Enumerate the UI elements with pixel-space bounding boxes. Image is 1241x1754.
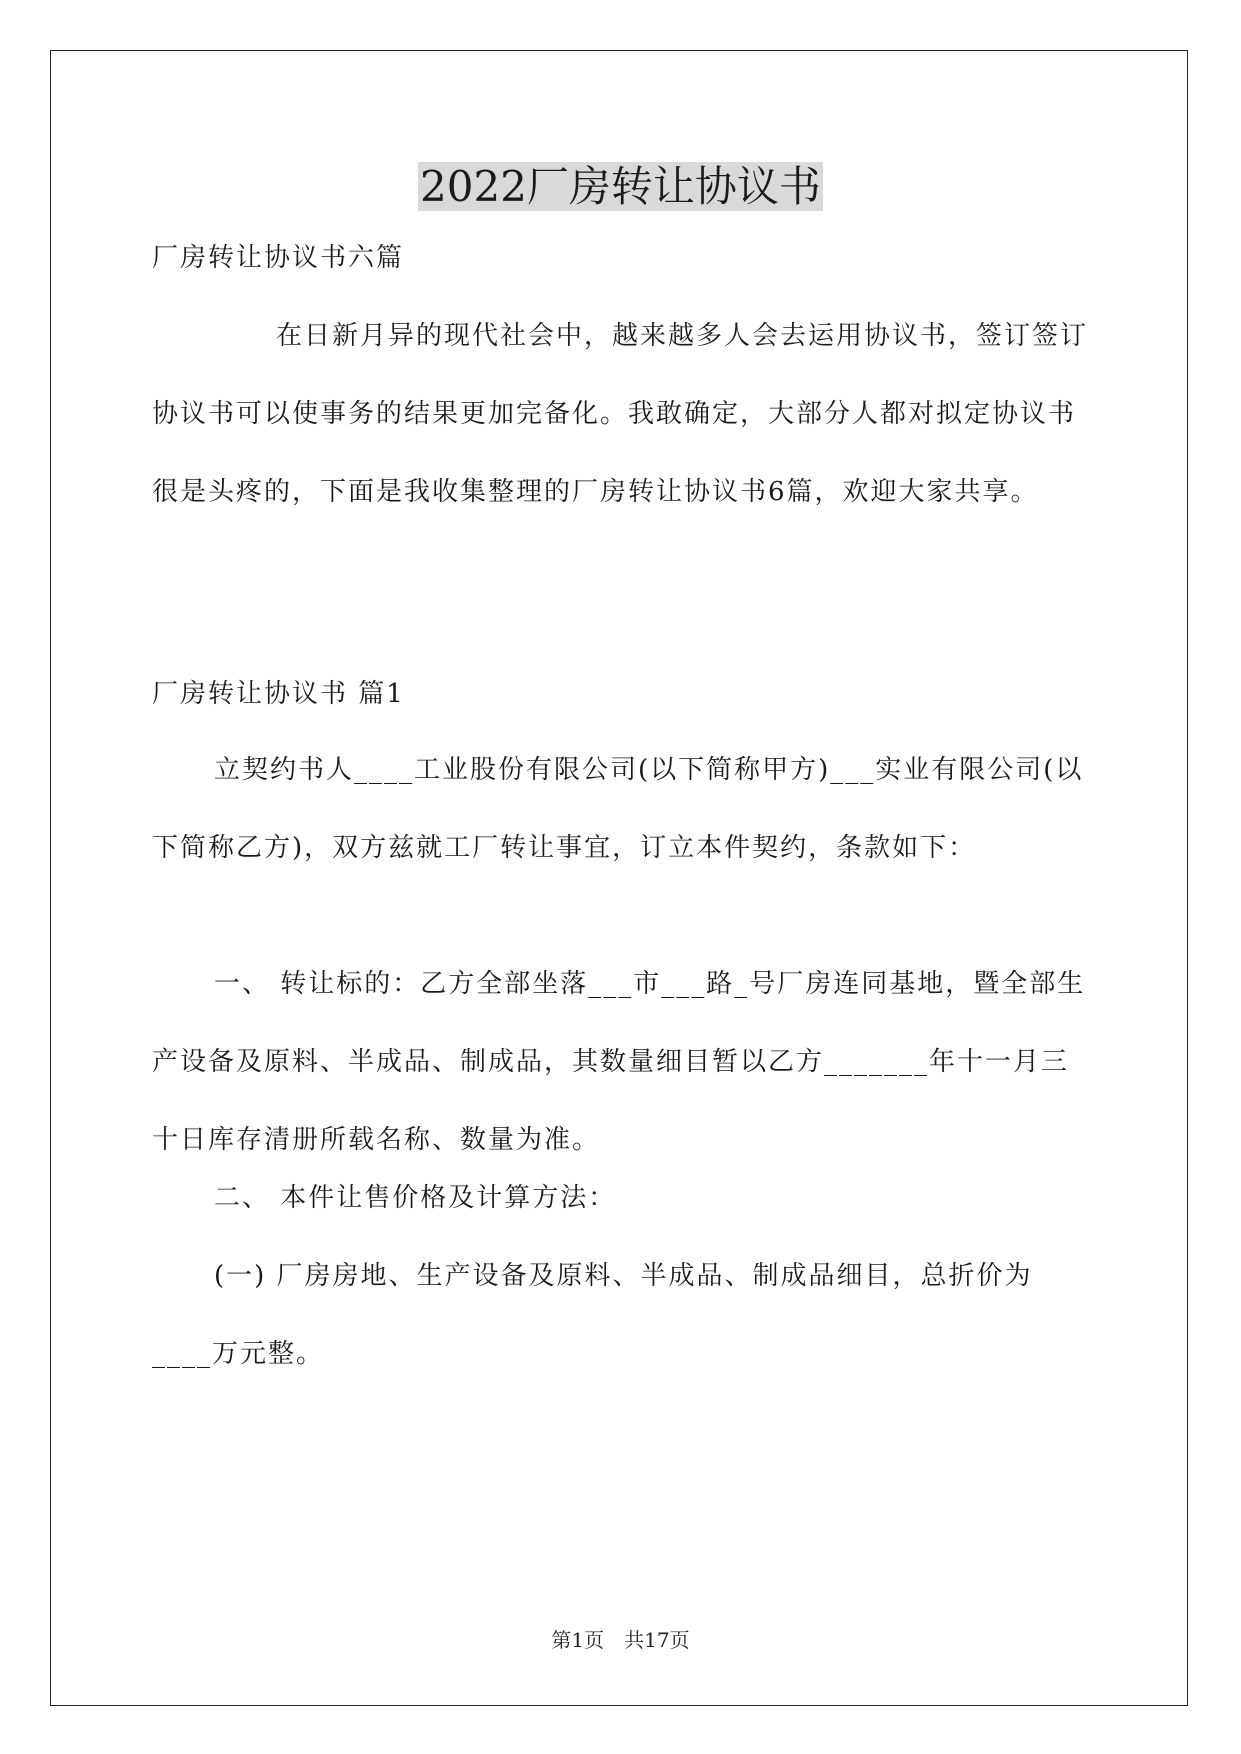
body-paragraph-4: (一) 厂房房地、生产设备及原料、半成品、制成品细目，总折价为____万元整。 <box>152 1261 1033 1369</box>
document-subtitle: 厂房转让协议书六篇 <box>152 243 405 273</box>
document-title <box>0 162 1241 212</box>
body-paragraph-1: 立契约书人____工业股份有限公司(以下简称甲方)___实业有限公司(以下简称乙方)，双方兹就工厂转让事宜，订立本件契约，条款如下： <box>152 755 1084 863</box>
section-heading: 厂房转让协议书 篇1 <box>152 679 405 709</box>
page-number-footer: 第1页 共17页 <box>551 1628 690 1652</box>
body-paragraph-2: 一、 转让标的：乙方全部坐落___市___路_号厂房连同基地，暨全部生产设备及原料、半成品、制成品，其数量细目暂以乙方_______年十一月三十日库存清册所载名称、数量为准。 <box>152 969 1086 1155</box>
document-title-text: 2022厂房转让协议书 <box>420 162 821 211</box>
intro-paragraph: 在日新月异的现代社会中，越来越多人会去运用协议书，签订签订协议书可以使事务的结果更加完备化。我敢确定，大部分人都对拟定协议书很是头疼的，下面是我收集整理的厂房转让协议书6篇，欢迎大家共享。 <box>152 321 1089 507</box>
body-paragraph-3: 二、 本件让售价格及计算方法： <box>214 1183 617 1213</box>
